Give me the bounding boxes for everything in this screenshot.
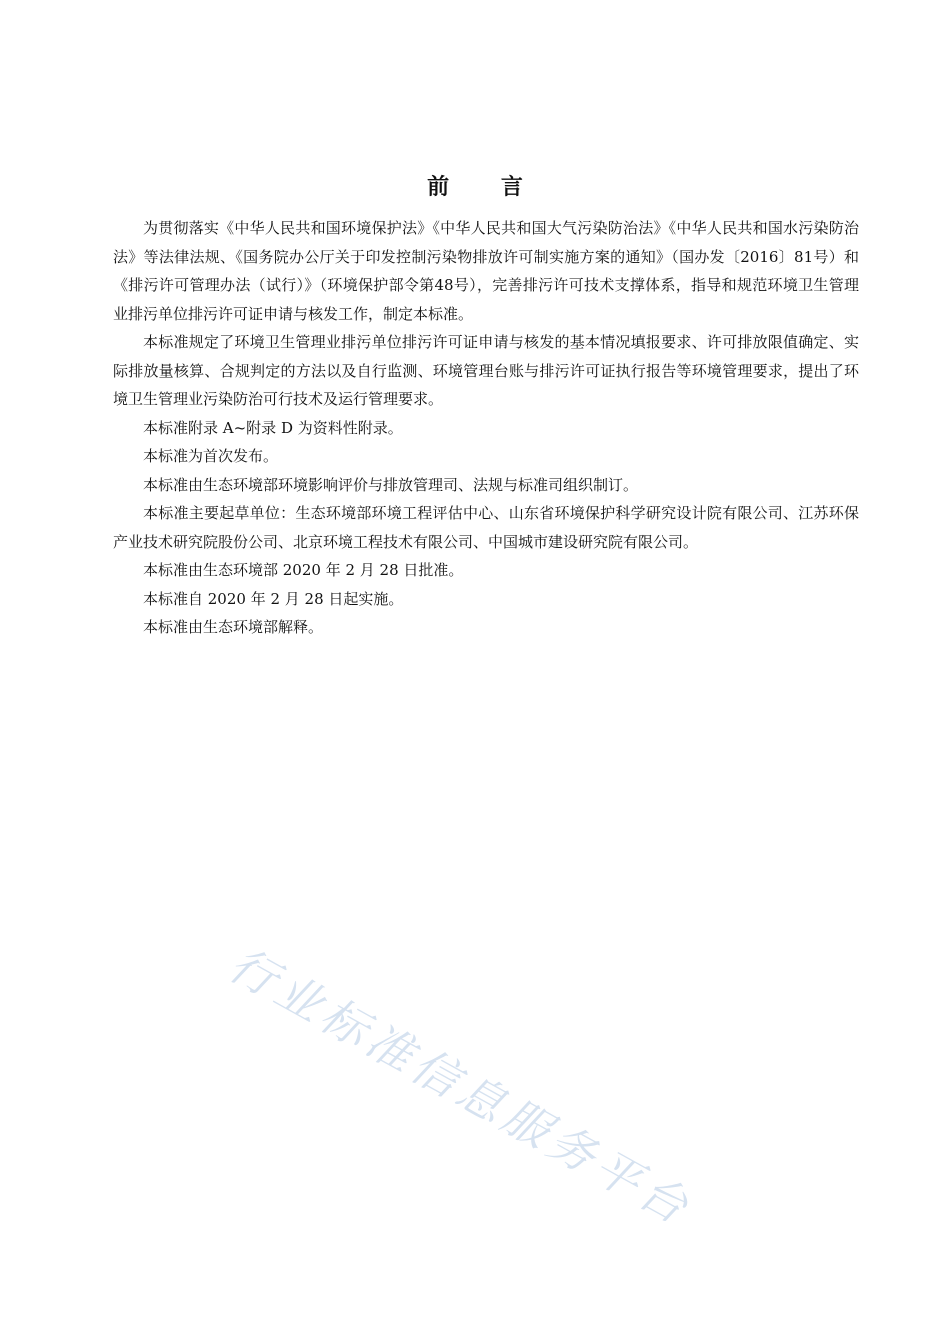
- paragraph-purpose: 为贯彻落实《中华人民共和国环境保护法》《中华人民共和国大气污染防治法》《中华人民共和国水污染防治法》等法律法规、《国务院办公厅关于印发控制污染物排放许可制实施方案的通知》（国办发〔2016〕81号）和《排污许可管理办法（试行）》（环境保护部令第48号），完善排污许可技术支撑体系，指导和规范环境卫生管理业排污单位排污许可证申请与核发工作，制定本标准。: [113, 219, 859, 323]
- paragraph-appendix: 本标准附录 A~附录 D 为资料性附录。: [143, 418, 403, 437]
- paragraph-scope: 本标准规定了环境卫生管理业排污单位排污许可证申请与核发的基本情况填报要求、许可排放限值确定、实际排放量核算、合规判定的方法以及自行监测、环境管理台账与排污许可证执行报告等环境管理要求，提出了环境卫生管理业污染防治可行技术及运行管理要求。: [113, 333, 859, 408]
- preface-body: [113, 214, 859, 642]
- paragraph-approval-date: 本标准由生态环境部 2020 年 2 月 28 日批准。: [143, 561, 464, 579]
- paragraph-effective-date: 本标准自 2020 年 2 月 28 日起实施。: [143, 589, 404, 608]
- paragraph-organizer: 本标准由生态环境部环境影响评价与排放管理司、法规与标准司组织制订。: [143, 475, 639, 494]
- paragraph-first-release: 本标准为首次发布。: [143, 447, 279, 465]
- watermark: 行业标准信息服务平台: [220, 937, 702, 1237]
- page-title: 前 言: [427, 175, 545, 200]
- paragraph-interpretation: 本标准由生态环境部解释。: [143, 618, 324, 636]
- paragraph-drafting-units: 本标准主要起草单位：生态环境部环境工程评估中心、山东省环境保护科学研究设计院有限公司、江苏环保产业技术研究院股份公司、北京环境工程技术有限公司、中国城市建设研究院有限公司。: [113, 504, 859, 551]
